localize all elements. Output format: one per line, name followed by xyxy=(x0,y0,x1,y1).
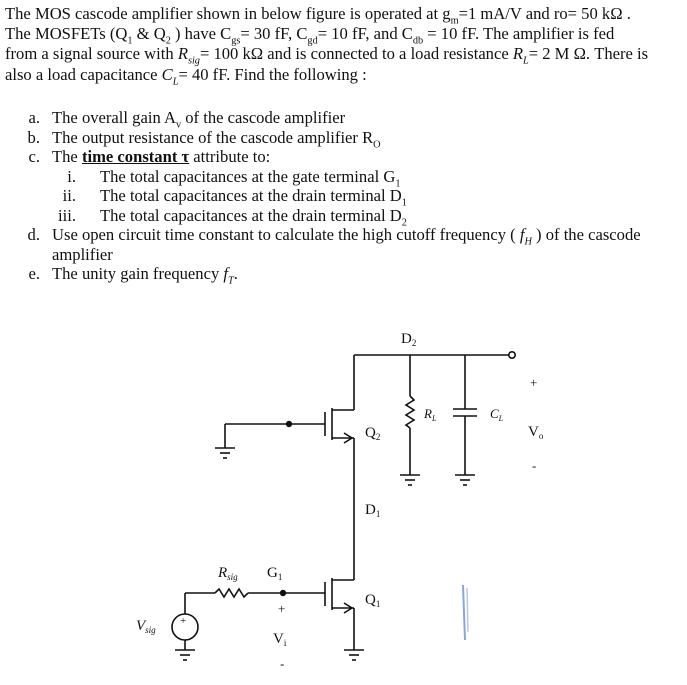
task-a: a. The overall gain $A_v$ of the cascode amplifier xyxy=(28,108,346,131)
task-c-i: i. The total capacitances at the gate terminal $G_1$ xyxy=(67,166,401,189)
g1-node xyxy=(281,591,286,596)
vo-minus: - xyxy=(532,458,537,473)
task-b: b. The output resistance of the cascode amplifier $R_O$ xyxy=(27,127,381,150)
vo-terminal xyxy=(509,352,515,358)
d2-label: $D_2$ xyxy=(401,331,417,348)
q1-label: $Q_1$ xyxy=(365,592,381,609)
intro-line-2: The MOSFETs ($Q_1$ & $Q_2$ ) have $C_{gs}= 30$ fF, $C_{gd}= 10$ fF, and $C_{db} = 10$ fF. The amplifier is fed xyxy=(5,24,615,47)
rl-label: $R_L$ xyxy=(424,406,437,423)
vsig-plus-sign: + xyxy=(180,615,187,627)
q2-label: $Q_2$ xyxy=(365,425,381,442)
task-c-iii: iii. The total capacitances at the drain terminal $D_2$ xyxy=(58,205,407,228)
time-constant-term: time constant τ xyxy=(81,147,190,166)
rsig-resistor xyxy=(215,589,248,597)
rl-resistor xyxy=(406,396,414,428)
intro-line-1: The MOS cascode amplifier shown in below figure is operated at $g_m=1$ mA/V and ro= 50 kΩ . xyxy=(5,4,631,27)
d1-label: $D_1$ xyxy=(365,502,381,519)
task-c-ii: ii. The total capacitances at the drain terminal $D_1$ xyxy=(62,186,407,209)
g1-label: $G_1$ xyxy=(267,565,283,582)
task-c: c. The time constant τ attribute to: xyxy=(28,147,271,166)
task-e: e. The unity gain frequency $f_T$. xyxy=(28,264,238,287)
vi-minus: - xyxy=(280,656,285,671)
pen-mark xyxy=(463,585,465,640)
cl-label: $C_L$ xyxy=(490,406,504,423)
intro-line-4: also a load capacitance $C_L= 40$ fF. Find the following : xyxy=(5,64,367,87)
vo-label: $V_o$ xyxy=(528,424,544,441)
vi-label: $V_i$ xyxy=(273,631,287,648)
vi-plus: + xyxy=(278,601,286,616)
rsig-label: $R_{sig}$ xyxy=(218,565,238,582)
vo-plus: + xyxy=(530,375,538,390)
intro-line-3: from a signal source with $R_{sig}= 100$ kΩ and is connected to a load resistance $R_L= 2$ M Ω. There is xyxy=(5,44,649,67)
task-d: d. Use open circuit time constant to calculate the high cutoff frequency ( $f_H$ ) of the cascode amplifier xyxy=(27,225,641,264)
vsig-label: $V_{sig}$ xyxy=(136,618,156,635)
